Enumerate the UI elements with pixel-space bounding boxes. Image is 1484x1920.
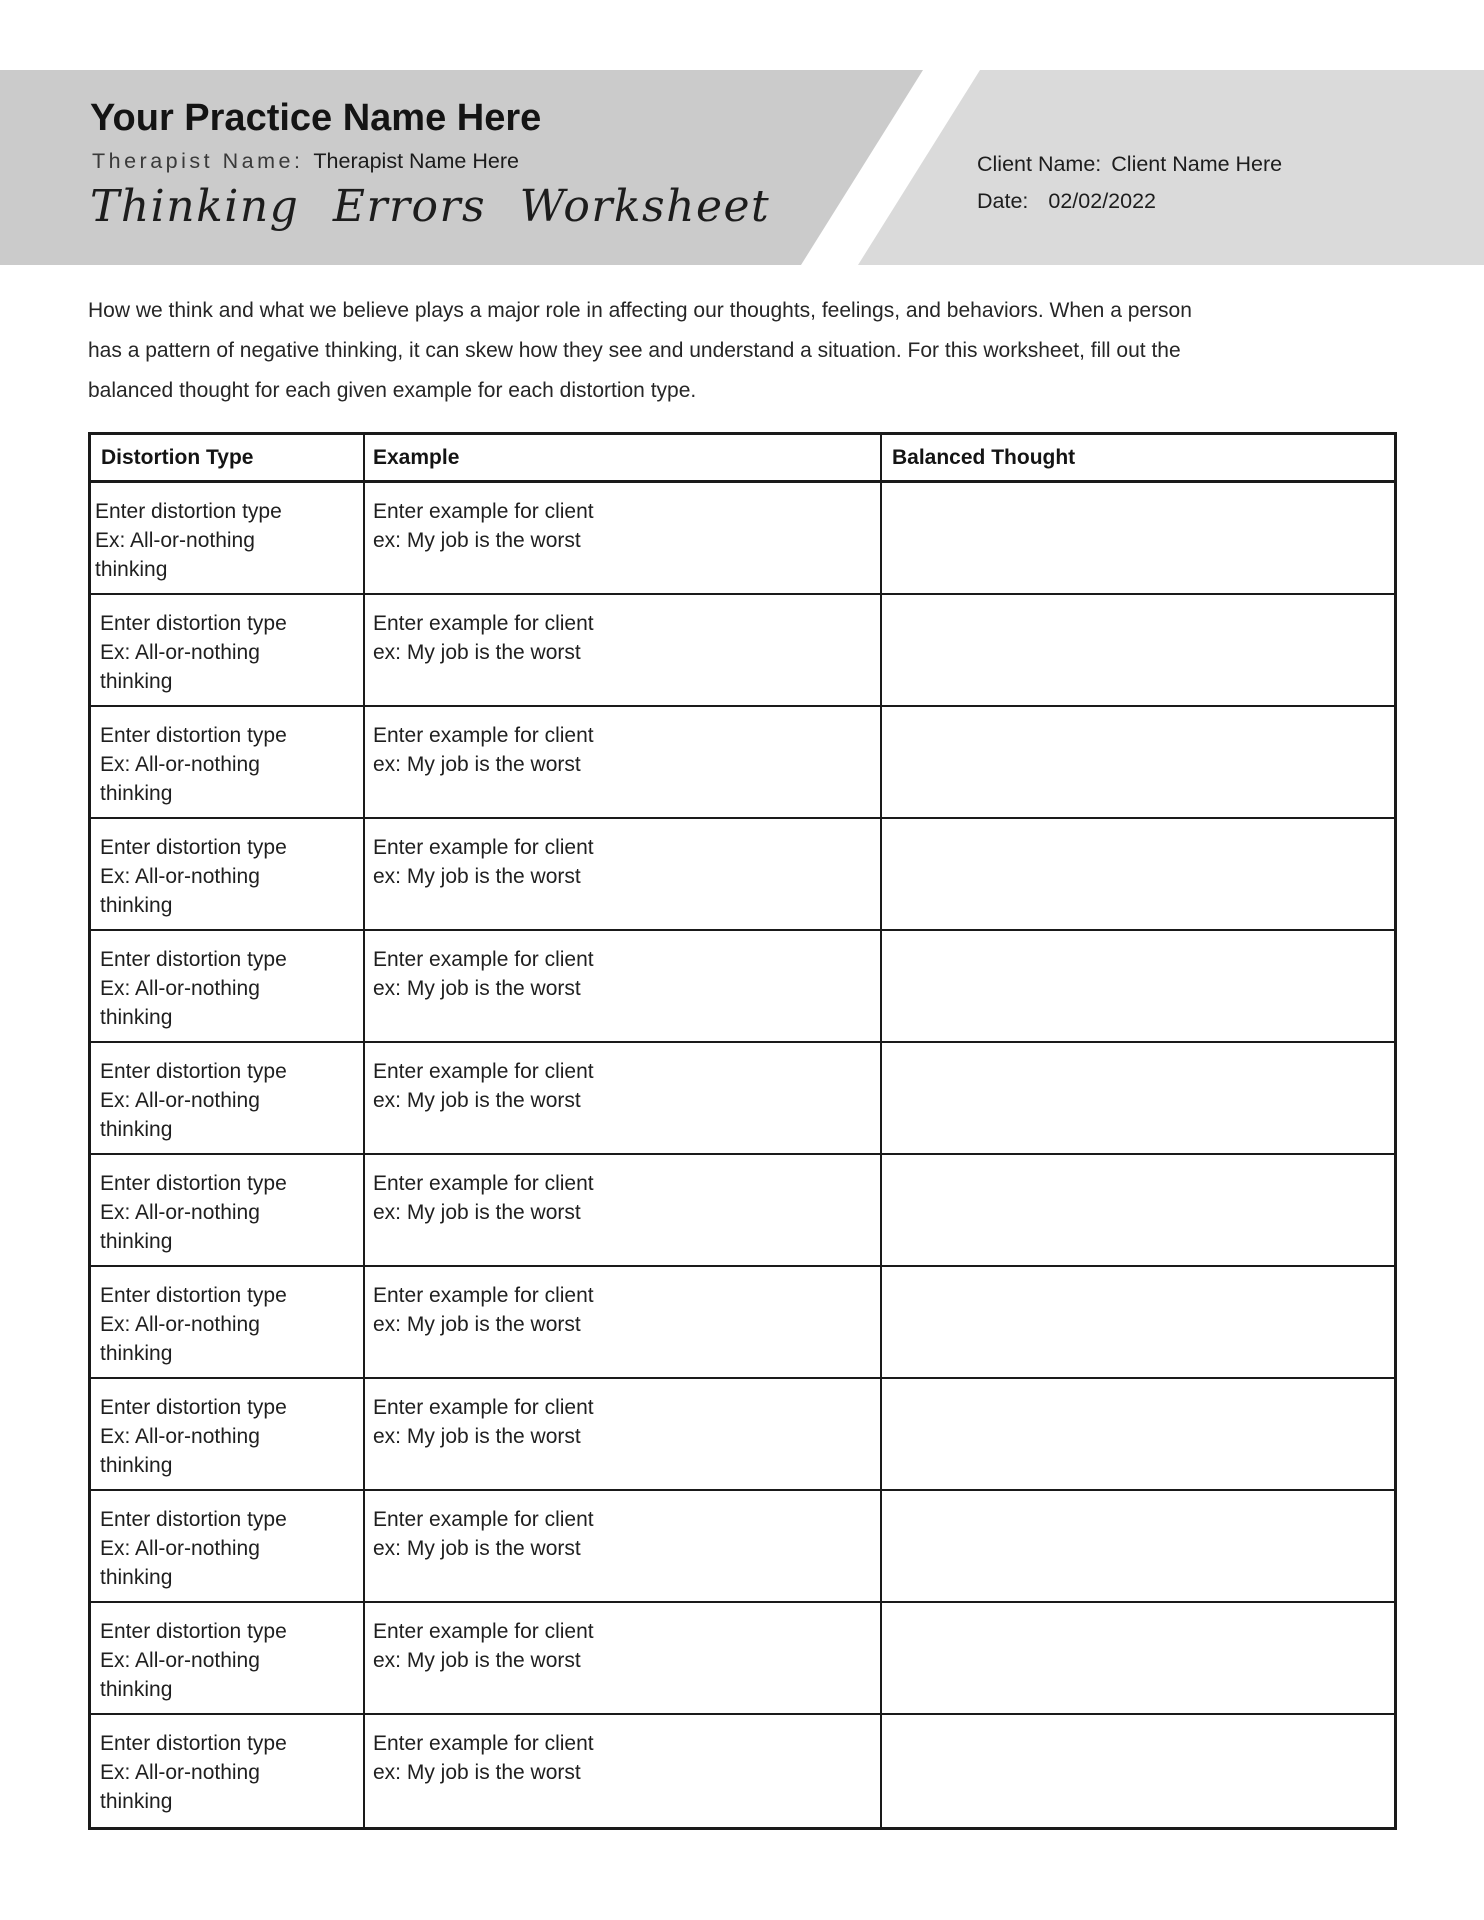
example-cell[interactable] (365, 595, 882, 705)
balanced-thought-cell[interactable] (882, 595, 1394, 705)
cell-text-line: thinking (100, 894, 173, 917)
example-cell[interactable] (365, 1155, 882, 1265)
cell-text-line: Enter distortion type (100, 1172, 287, 1195)
practice-name[interactable]: Your Practice Name Here (90, 97, 542, 139)
client-line (977, 150, 1282, 178)
date-value[interactable]: 02/02/2022 (1048, 189, 1156, 213)
cell-text-line: Enter distortion type (100, 724, 287, 747)
example-cell[interactable] (365, 819, 882, 929)
example-cell[interactable] (365, 931, 882, 1041)
intro-line: balanced thought for each given example for each distortion type. (88, 379, 697, 402)
balanced-thought-cell[interactable] (882, 707, 1394, 817)
example-cell[interactable] (365, 1715, 882, 1827)
table-row (91, 819, 1394, 931)
column-header-balanced-thought: Balanced Thought (892, 445, 1076, 469)
cell-text-line: Enter distortion type (100, 1060, 287, 1083)
cell-text-line: Enter distortion type (100, 1732, 287, 1755)
cell-text-line: Enter example for client (373, 836, 594, 859)
cell-text-line: thinking (95, 558, 168, 581)
example-cell[interactable] (365, 1043, 882, 1153)
cell-text-line: Enter distortion type (95, 500, 282, 523)
distortion-type-cell[interactable] (91, 707, 365, 817)
client-name-value[interactable]: Client Name Here (1111, 152, 1283, 176)
date-label: Date: (977, 189, 1029, 213)
worksheet-table (88, 432, 1397, 1830)
example-cell[interactable] (365, 1603, 882, 1713)
cell-text-line: Enter example for client (373, 1732, 594, 1755)
cell-text-line: Enter example for client (373, 724, 594, 747)
cell-text-line: Enter distortion type (100, 612, 287, 635)
balanced-thought-cell[interactable] (882, 1603, 1394, 1713)
cell-text-line: thinking (100, 1454, 173, 1477)
cell-text-line: Ex: All-or-nothing (100, 1761, 260, 1784)
distortion-type-cell[interactable] (91, 1715, 365, 1827)
table-row (91, 707, 1394, 819)
table-row (91, 1043, 1394, 1155)
cell-text-line: Ex: All-or-nothing (100, 1425, 260, 1448)
distortion-type-cell[interactable] (91, 1491, 365, 1601)
cell-text-line: ex: My job is the worst (373, 529, 581, 552)
balanced-thought-cell[interactable] (882, 931, 1394, 1041)
column-header-distortion-type: Distortion Type (91, 435, 365, 480)
table-row (91, 1379, 1394, 1491)
balanced-thought-cell[interactable] (882, 1715, 1394, 1827)
table-row (91, 1155, 1394, 1267)
cell-text-line: thinking (100, 1006, 173, 1029)
cell-text-line: ex: My job is the worst (373, 1649, 581, 1672)
cell-text-line: Enter distortion type (100, 948, 287, 971)
distortion-type-cell[interactable] (91, 595, 365, 705)
cell-text-line: ex: My job is the worst (373, 753, 581, 776)
cell-text-line: ex: My job is the worst (373, 977, 581, 1000)
example-cell[interactable] (365, 483, 882, 593)
cell-text-line: Ex: All-or-nothing (100, 1649, 260, 1672)
cell-text-line: Enter example for client (373, 1508, 594, 1531)
cell-text-line: Enter distortion type (100, 836, 287, 859)
cell-text-line: Enter example for client (373, 1060, 594, 1083)
table-row (91, 595, 1394, 707)
cell-text-line: thinking (100, 670, 173, 693)
cell-text-line: Enter example for client (373, 1172, 594, 1195)
intro-line: How we think and what we believe plays a major role in affecting our thoughts, feelings, and behaviors. When a person (88, 299, 1192, 322)
date-line (977, 187, 1156, 215)
cell-text-line: Enter distortion type (100, 1396, 287, 1419)
cell-text-line: Enter example for client (373, 1284, 594, 1307)
balanced-thought-cell[interactable] (882, 1491, 1394, 1601)
cell-text-line: thinking (100, 1790, 173, 1813)
distortion-type-cell[interactable] (91, 931, 365, 1041)
therapist-line (92, 147, 519, 175)
balanced-thought-cell[interactable] (882, 1379, 1394, 1489)
cell-text-line: Enter example for client (373, 500, 594, 523)
cell-text-line: thinking (100, 1230, 173, 1253)
client-name-label: Client Name: (977, 152, 1102, 176)
table-row (91, 1603, 1394, 1715)
distortion-type-cell[interactable] (91, 1379, 365, 1489)
intro-line: has a pattern of negative thinking, it can skew how they see and understand a situation. For this worksheet, fill out the (88, 339, 1181, 362)
cell-text-line: Ex: All-or-nothing (100, 753, 260, 776)
cell-text-line: Ex: All-or-nothing (100, 641, 260, 664)
cell-text-line: Enter example for client (373, 612, 594, 635)
cell-text-line: Ex: All-or-nothing (100, 1537, 260, 1560)
cell-text-line: ex: My job is the worst (373, 1201, 581, 1224)
cell-text-line: Enter example for client (373, 1620, 594, 1643)
table-body (91, 483, 1394, 1827)
cell-text-line: Enter example for client (373, 948, 594, 971)
cell-text-line: thinking (100, 782, 173, 805)
balanced-thought-cell[interactable] (882, 1267, 1394, 1377)
cell-text-line: Ex: All-or-nothing (100, 1313, 260, 1336)
column-header-example: Example (365, 435, 882, 480)
cell-text-line: thinking (100, 1678, 173, 1701)
distortion-type-cell[interactable] (91, 819, 365, 929)
cell-text-line: thinking (100, 1118, 173, 1141)
balanced-thought-cell[interactable] (882, 819, 1394, 929)
cell-text-line: ex: My job is the worst (373, 641, 581, 664)
example-cell[interactable] (365, 1267, 882, 1377)
cell-text-line: ex: My job is the worst (373, 1425, 581, 1448)
intro-paragraph (88, 291, 1192, 411)
distortion-type-cell[interactable] (91, 1043, 365, 1153)
distortion-type-cell[interactable] (91, 1155, 365, 1265)
cell-text-line: ex: My job is the worst (373, 1761, 581, 1784)
example-cell[interactable] (365, 1379, 882, 1489)
table-row (91, 1491, 1394, 1603)
balanced-thought-cell[interactable] (882, 1155, 1394, 1265)
cell-text-line: Ex: All-or-nothing (100, 977, 260, 1000)
cell-text-line: Ex: All-or-nothing (100, 865, 260, 888)
therapist-name-label: Therapist Name: (92, 149, 304, 173)
table-header-row (91, 435, 1394, 483)
cell-text-line: ex: My job is the worst (373, 865, 581, 888)
example-cell[interactable] (365, 707, 882, 817)
table-row (91, 1715, 1394, 1827)
therapist-name-value[interactable]: Therapist Name Here (313, 149, 519, 173)
table-row (91, 931, 1394, 1043)
distortion-type-cell[interactable] (91, 1603, 365, 1713)
cell-text-line: Ex: All-or-nothing (100, 1089, 260, 1112)
table-row (91, 1267, 1394, 1379)
distortion-type-cell[interactable] (91, 483, 365, 593)
cell-text-line: Enter example for client (373, 1396, 594, 1419)
cell-text-line: Ex: All-or-nothing (95, 529, 255, 552)
example-cell[interactable] (365, 1491, 882, 1601)
worksheet-title: Thinking Errors Worksheet (90, 181, 771, 232)
cell-text-line: Enter distortion type (100, 1620, 287, 1643)
cell-text-line: ex: My job is the worst (373, 1313, 581, 1336)
cell-text-line: ex: My job is the worst (373, 1537, 581, 1560)
cell-text-line: thinking (100, 1342, 173, 1365)
table-row (91, 483, 1394, 595)
distortion-type-cell[interactable] (91, 1267, 365, 1377)
cell-text-line: Enter distortion type (100, 1284, 287, 1307)
balanced-thought-cell[interactable] (882, 483, 1394, 593)
cell-text-line: ex: My job is the worst (373, 1089, 581, 1112)
cell-text-line: Enter distortion type (100, 1508, 287, 1531)
cell-text-line: thinking (100, 1566, 173, 1589)
cell-text-line: Ex: All-or-nothing (100, 1201, 260, 1224)
balanced-thought-cell[interactable] (882, 1043, 1394, 1153)
